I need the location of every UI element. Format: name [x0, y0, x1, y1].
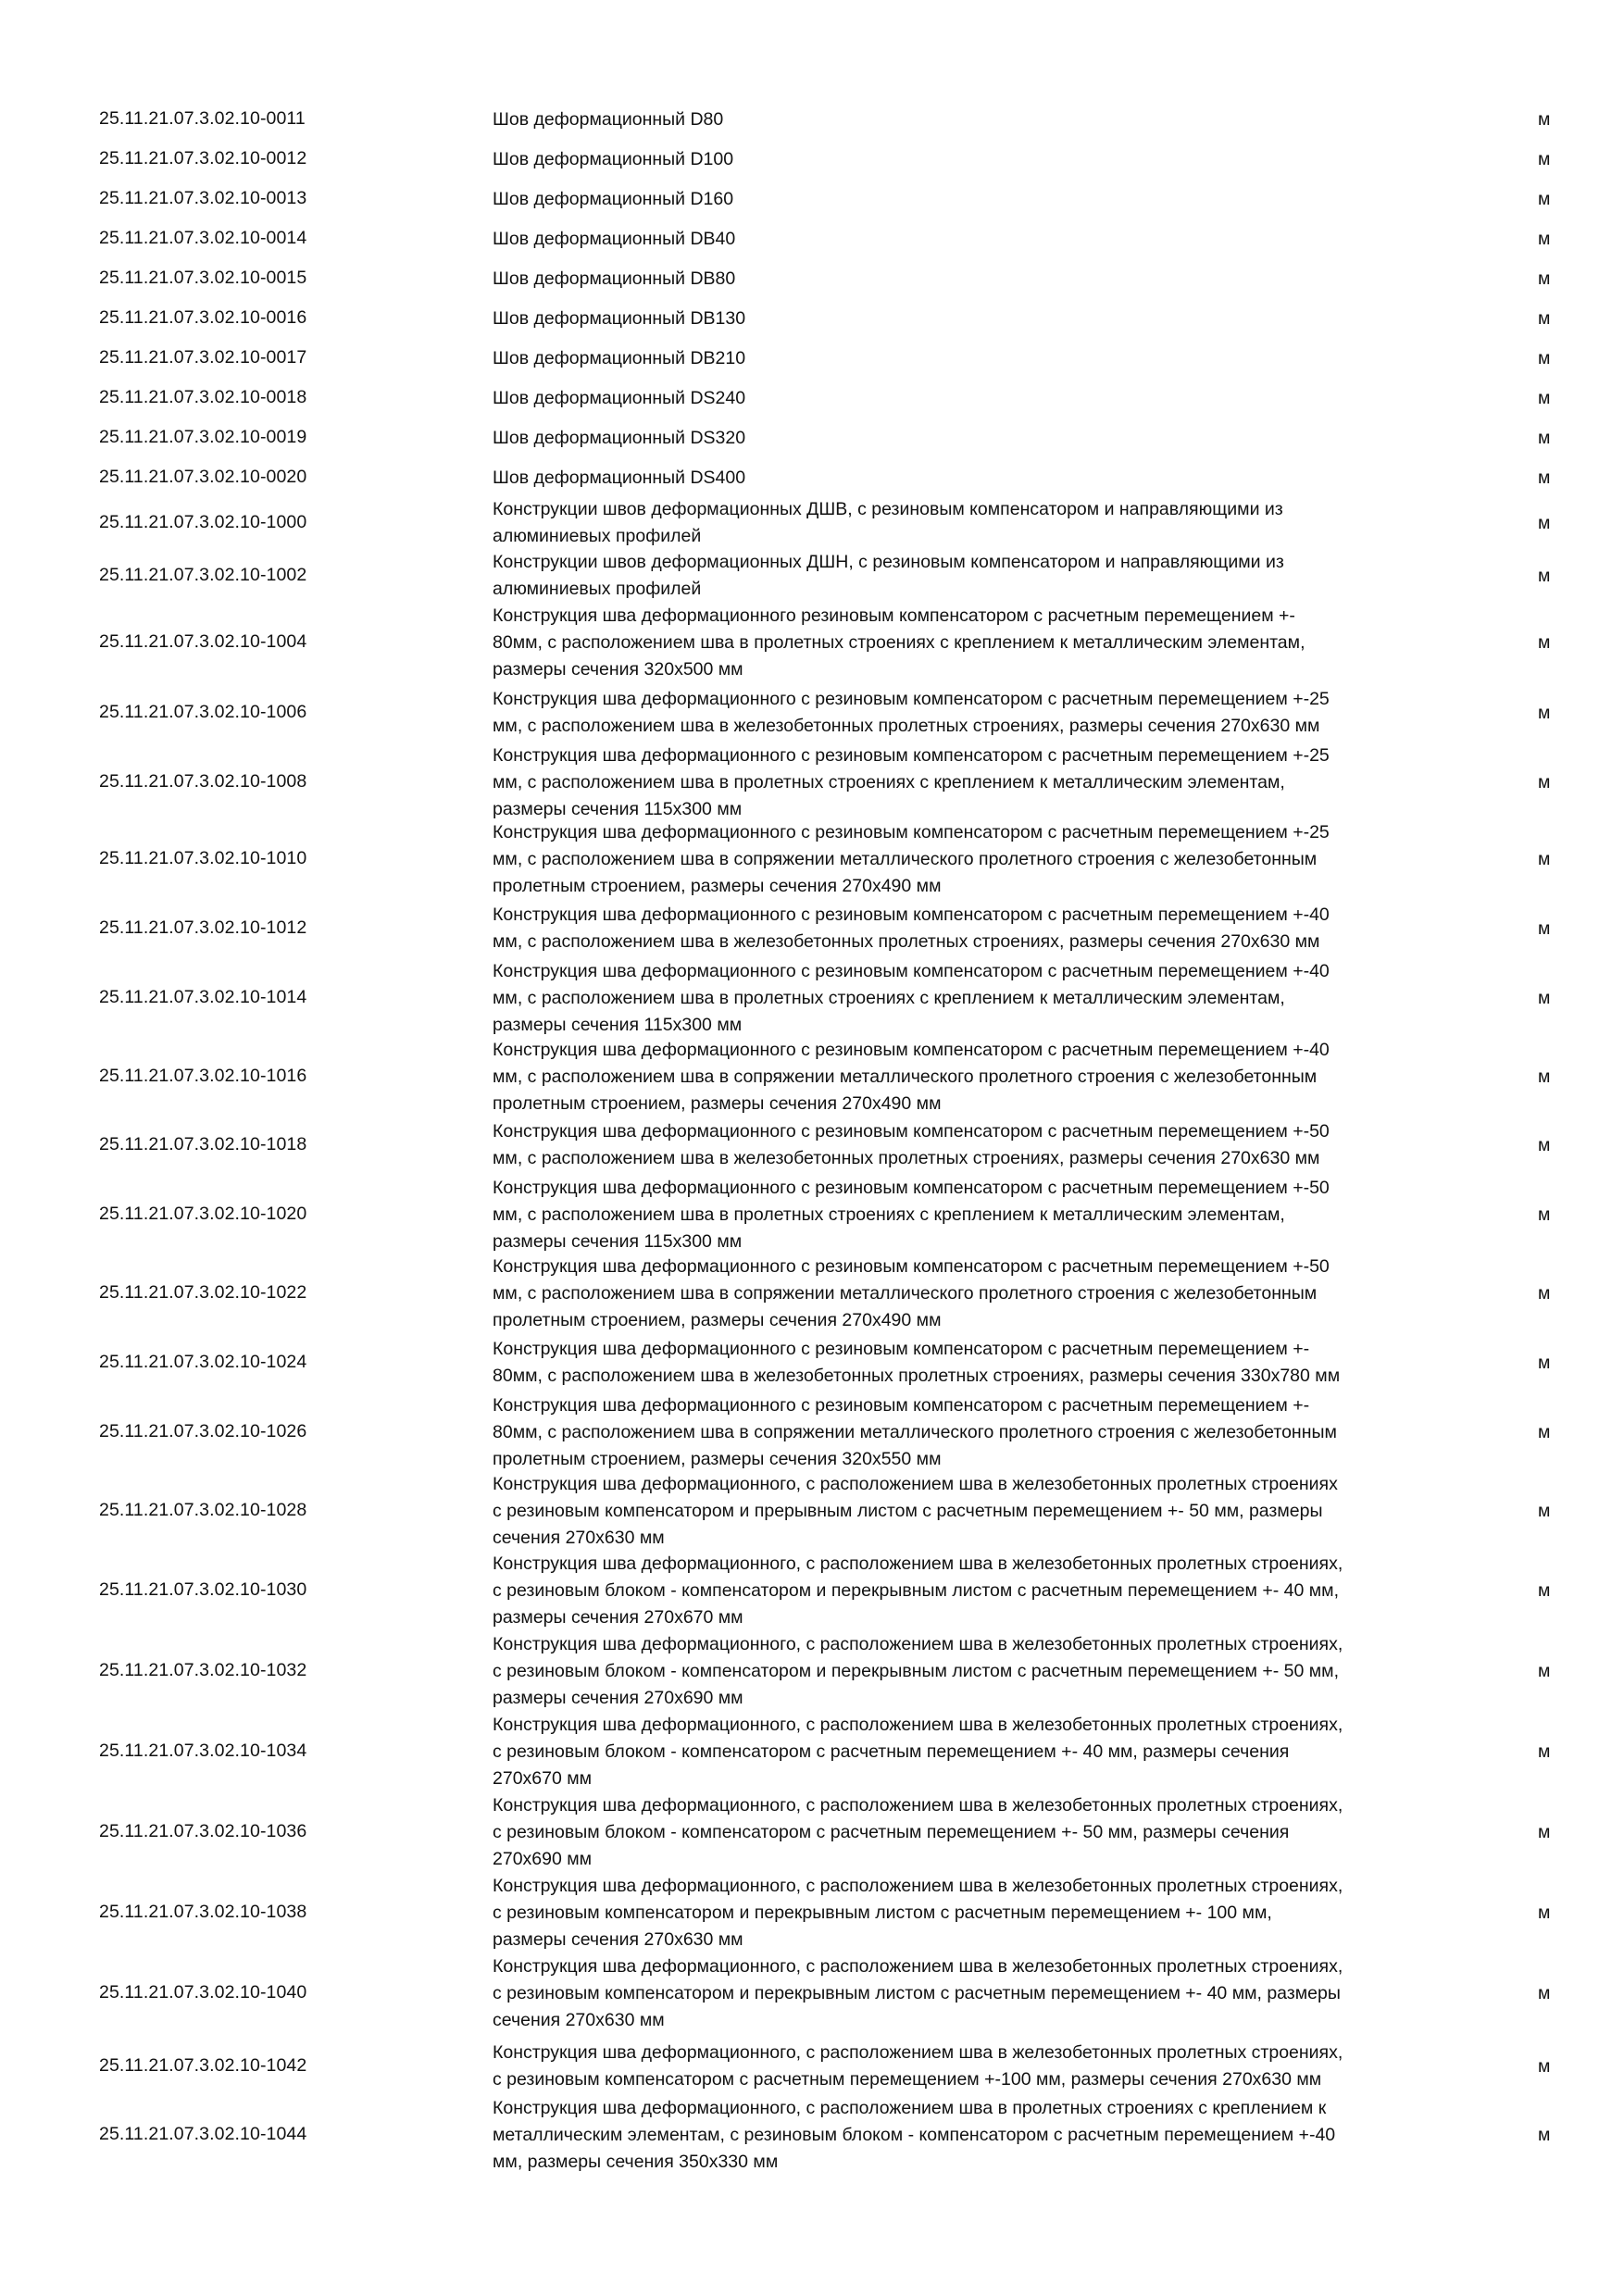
item-name: Конструкция шва деформационного, с расположением шва в железобетонных пролетных строениях с резиновым компенсатором и прерывным листом с расчетным перемещением +- 50 мм, размеры сечения 270х630 мм: [493, 1473, 1338, 1548]
table-row: [0, 1792, 1624, 1873]
item-code: 25.11.21.07.3.02.10-0020: [99, 467, 307, 487]
table-row: [0, 2040, 1624, 2093]
item-unit: м: [1538, 1422, 1551, 1442]
item-name: Шов деформационный D160: [493, 188, 734, 209]
item-unit: м: [1538, 1204, 1551, 1225]
item-code: 25.11.21.07.3.02.10-1004: [99, 631, 307, 652]
item-unit: м: [1538, 513, 1551, 533]
table-row: [0, 226, 1624, 253]
table-row: [0, 958, 1624, 1039]
item-unit: м: [1538, 268, 1551, 289]
item-name: Конструкция шва деформационного с резиновым компенсатором с расчетным перемещением +-25 мм, с расположением шва в сопряжении металлического пролетного строения с железобетонным пролетным строением, размеры сечения 270х490 мм: [493, 821, 1330, 896]
table-row: [0, 686, 1624, 740]
item-unit: м: [1538, 428, 1551, 448]
item-name: Конструкции швов деформационных ДШН, с резиновым компенсатором и направляющими из алюминиевых профилей: [493, 552, 1284, 599]
item-code: 25.11.21.07.3.02.10-1008: [99, 771, 307, 792]
table-row: [0, 902, 1624, 955]
item-name: Конструкция шва деформационного с резиновым компенсатором с расчетным перемещением +-40 мм, с расположением шва в железобетонных пролетных строениях, размеры сечения 270х630 мм: [493, 905, 1330, 952]
item-unit: м: [1538, 189, 1551, 209]
item-unit: м: [1538, 703, 1551, 723]
item-name: Конструкция шва деформационного, с расположением шва в железобетонных пролетных строениях, с резиновым блоком - компенсатором с расчетным перемещением +- 50 мм, размеры сечения 270х690 мм: [493, 1794, 1343, 1869]
item-unit: м: [1538, 149, 1551, 169]
item-code: 25.11.21.07.3.02.10-0012: [99, 148, 307, 168]
item-name: Конструкция шва деформационного, с расположением шва в пролетных строениях с креплением к металлическим элементам, с резиновым блоком - компенсатором с расчетным перемещением +-40 мм, размеры сечения 350х330 мм: [493, 2097, 1336, 2172]
item-unit: м: [1538, 772, 1551, 792]
item-code: 25.11.21.07.3.02.10-1028: [99, 1500, 307, 1520]
item-code: 25.11.21.07.3.02.10-0011: [99, 108, 306, 129]
item-code: 25.11.21.07.3.02.10-0017: [99, 347, 307, 368]
item-unit: м: [1538, 348, 1551, 368]
item-name: Конструкция шва деформационного, с расположением шва в железобетонных пролетных строениях, с резиновым блоком - компенсатором и перекрывным листом с расчетным перемещением +- 50 мм, размеры сечения 270х690 мм: [493, 1633, 1343, 1708]
item-code: 25.11.21.07.3.02.10-1022: [99, 1282, 307, 1303]
table-row: [0, 1254, 1624, 1334]
table-row: [0, 1471, 1624, 1552]
item-unit: м: [1538, 1501, 1551, 1521]
item-code: 25.11.21.07.3.02.10-1002: [99, 565, 307, 585]
table-row: [0, 819, 1624, 900]
item-unit: м: [1538, 849, 1551, 869]
item-name: Конструкция шва деформационного с резиновым компенсатором с расчетным перемещением +-25 мм, с расположением шва в железобетонных пролетных строениях, размеры сечения 270х630 мм: [493, 689, 1330, 736]
item-code: 25.11.21.07.3.02.10-1010: [99, 848, 307, 868]
table-row: [0, 425, 1624, 452]
item-unit: м: [1538, 632, 1551, 653]
item-code: 25.11.21.07.3.02.10-0015: [99, 268, 307, 288]
table-row: [0, 266, 1624, 293]
item-unit: м: [1538, 1353, 1551, 1373]
table-row: [0, 1392, 1624, 1473]
item-code: 25.11.21.07.3.02.10-1042: [99, 2055, 307, 2076]
table-row: [0, 146, 1624, 173]
item-unit: м: [1538, 1283, 1551, 1304]
item-name: Шов деформационный DB40: [493, 228, 736, 249]
item-code: 25.11.21.07.3.02.10-0019: [99, 427, 307, 447]
item-name: Шов деформационный DB210: [493, 347, 746, 368]
item-name: Конструкции швов деформационных ДШВ, с резиновым компенсатором и направляющими из алюминиевых профилей: [493, 499, 1283, 546]
item-name: Шов деформационный DS320: [493, 427, 746, 448]
item-unit: м: [1538, 2125, 1551, 2145]
item-unit: м: [1538, 1661, 1551, 1681]
item-code: 25.11.21.07.3.02.10-1000: [99, 512, 307, 532]
item-name: Шов деформационный D80: [493, 108, 724, 130]
item-unit: м: [1538, 1741, 1551, 1762]
item-name: Шов деформационный D100: [493, 148, 734, 169]
item-code: 25.11.21.07.3.02.10-1030: [99, 1579, 307, 1600]
item-code: 25.11.21.07.3.02.10-0018: [99, 387, 307, 407]
item-code: 25.11.21.07.3.02.10-1014: [99, 987, 307, 1007]
item-name: Конструкция шва деформационного с резиновым компенсатором с расчетным перемещением +-50 мм, с расположением шва в сопряжении металлического пролетного строения с железобетонным пролетным строением, размеры сечения 270х490 мм: [493, 1255, 1330, 1330]
item-unit: м: [1538, 1135, 1551, 1155]
table-row: [0, 1873, 1624, 1953]
item-code: 25.11.21.07.3.02.10-1006: [99, 702, 307, 722]
item-code: 25.11.21.07.3.02.10-1034: [99, 1741, 307, 1761]
item-name: Конструкция шва деформационного, с расположением шва в железобетонных пролетных строениях, с резиновым компенсатором и перекрывным листом с расчетным перемещением +- 40 мм, размеры сечения 270х630 мм: [493, 1955, 1343, 2030]
item-name: Шов деформационный DB130: [493, 307, 746, 329]
item-code: 25.11.21.07.3.02.10-1024: [99, 1352, 307, 1372]
item-unit: м: [1538, 566, 1551, 586]
item-name: Конструкция шва деформационного с резиновым компенсатором с расчетным перемещением +-25 мм, с расположением шва в пролетных строениях с креплением к металлическим элементам, размеры сечения 115х300 мм: [493, 744, 1330, 819]
item-code: 25.11.21.07.3.02.10-1036: [99, 1821, 307, 1841]
item-name: Конструкция шва деформационного с резиновым компенсатором с расчетным перемещением +-50 мм, с расположением шва в железобетонных пролетных строениях, размеры сечения 270х630 мм: [493, 1121, 1330, 1168]
item-name: Конструкция шва деформационного с резиновым компенсатором с расчетным перемещением +- 80мм, с расположением шва в железобетонных пролетных строениях, размеры сечения 330х780 мм: [493, 1339, 1341, 1386]
table-row: [0, 1118, 1624, 1172]
table-row: [0, 106, 1624, 133]
item-name: Конструкция шва деформационного с резиновым компенсатором с расчетным перемещением +-40 мм, с расположением шва в сопряжении металлического пролетного строения с железобетонным пролетным строением, размеры сечения 270х490 мм: [493, 1039, 1330, 1114]
item-unit: м: [1538, 308, 1551, 329]
table-row: [0, 2095, 1624, 2176]
item-unit: м: [1538, 388, 1551, 408]
table-row: [0, 603, 1624, 683]
item-unit: м: [1538, 229, 1551, 249]
item-code: 25.11.21.07.3.02.10-1020: [99, 1204, 307, 1224]
item-name: Конструкция шва деформационного с резиновым компенсатором с расчетным перемещением +- 80мм, с расположением шва в сопряжении металлического пролетного строения с железобетонным пролетным строением, размеры сечения 320х550 мм: [493, 1394, 1337, 1469]
item-name: Шов деформационный DS240: [493, 387, 746, 408]
item-code: 25.11.21.07.3.02.10-0016: [99, 307, 307, 328]
item-name: Шов деформационный DS400: [493, 467, 746, 488]
item-unit: м: [1538, 109, 1551, 130]
table-row: [0, 1551, 1624, 1631]
item-unit: м: [1538, 1903, 1551, 1923]
table-row: [0, 306, 1624, 332]
table-row: [0, 1037, 1624, 1117]
item-code: 25.11.21.07.3.02.10-0013: [99, 188, 307, 208]
table-row: [0, 1336, 1624, 1390]
item-code: 25.11.21.07.3.02.10-1018: [99, 1134, 307, 1154]
item-name: Конструкция шва деформационного резиновым компенсатором с расчетным перемещением +- 80мм, с расположением шва в пролетных строениях с креплением к металлическим элементам, размеры сечения 320х500 мм: [493, 605, 1305, 680]
table-row: [0, 1631, 1624, 1712]
item-name: Конструкция шва деформационного, с расположением шва в железобетонных пролетных строениях, с резиновым компенсатором с расчетным перемещением +-100 мм, размеры сечения 270х630 мм: [493, 2042, 1343, 2090]
item-code: 25.11.21.07.3.02.10-1026: [99, 1421, 307, 1441]
item-name: Конструкция шва деформационного, с расположением шва в железобетонных пролетных строениях, с резиновым блоком - компенсатором с расчетным перемещением +- 40 мм, размеры сечения 270х670 мм: [493, 1714, 1343, 1789]
item-unit: м: [1538, 468, 1551, 488]
item-unit: м: [1538, 1580, 1551, 1601]
table-row: [0, 1953, 1624, 2034]
item-code: 25.11.21.07.3.02.10-1016: [99, 1066, 307, 1086]
table-row: [0, 496, 1624, 550]
table-row: [0, 345, 1624, 372]
table-row: [0, 742, 1624, 823]
item-code: 25.11.21.07.3.02.10-1044: [99, 2124, 307, 2144]
item-code: 25.11.21.07.3.02.10-1038: [99, 1902, 307, 1922]
table-row: [0, 549, 1624, 603]
item-unit: м: [1538, 988, 1551, 1008]
item-code: 25.11.21.07.3.02.10-1032: [99, 1660, 307, 1680]
item-unit: м: [1538, 1983, 1551, 2003]
item-name: Конструкция шва деформационного, с расположением шва в железобетонных пролетных строениях, с резиновым блоком - компенсатором и перекрывным листом с расчетным перемещением +- 40 мм, размеры сечения 270х670 мм: [493, 1553, 1343, 1628]
item-name: Конструкция шва деформационного, с расположением шва в железобетонных пролетных строениях, с резиновым компенсатором и перекрывным листом с расчетным перемещением +- 100 мм, размеры сечения 270х630 мм: [493, 1875, 1343, 1950]
item-unit: м: [1538, 918, 1551, 939]
item-name: Шов деформационный DB80: [493, 268, 736, 289]
item-code: 25.11.21.07.3.02.10-1012: [99, 917, 307, 938]
table-row: [0, 1712, 1624, 1792]
table-row: [0, 385, 1624, 412]
item-unit: м: [1538, 1067, 1551, 1087]
table-row: [0, 1175, 1624, 1255]
item-unit: м: [1538, 1822, 1551, 1842]
item-code: 25.11.21.07.3.02.10-0014: [99, 228, 307, 248]
item-unit: м: [1538, 2056, 1551, 2077]
table-row: [0, 465, 1624, 492]
item-name: Конструкция шва деформационного с резиновым компенсатором с расчетным перемещением +-50 мм, с расположением шва в пролетных строениях с креплением к металлическим элементам, размеры сечения 115х300 мм: [493, 1177, 1330, 1252]
item-code: 25.11.21.07.3.02.10-1040: [99, 1982, 307, 2003]
item-name: Конструкция шва деформационного с резиновым компенсатором с расчетным перемещением +-40 мм, с расположением шва в пролетных строениях с креплением к металлическим элементам, размеры сечения 115х300 мм: [493, 960, 1330, 1035]
table-row: [0, 186, 1624, 213]
